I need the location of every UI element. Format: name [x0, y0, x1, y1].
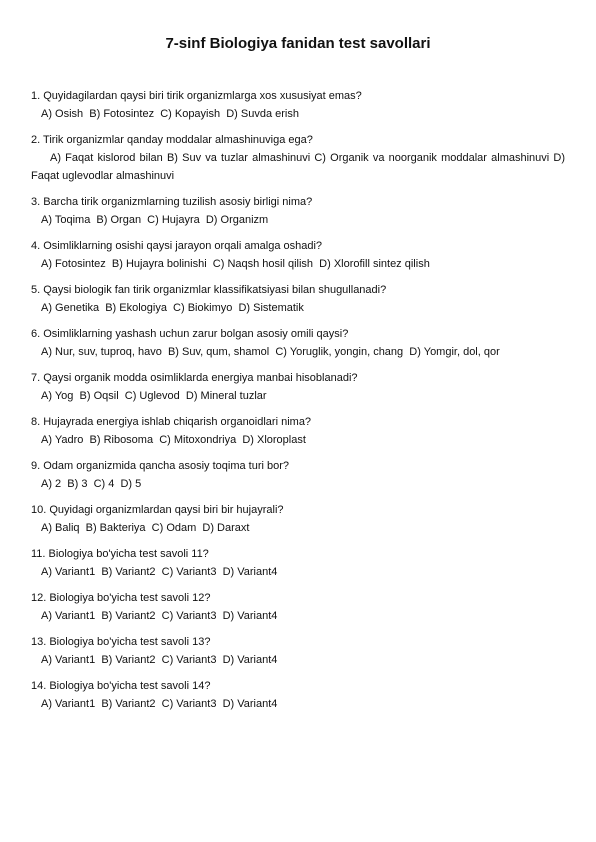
answer-options: A) Genetika B) Ekologiya C) Biokimyo D) Sistematik [41, 302, 304, 314]
answer-options: A) Baliq B) Bakteriya C) Odam D) Daraxt [41, 522, 250, 534]
answer-options: A) 2 B) 3 C) 4 D) 5 [41, 478, 142, 490]
question-text: 12. Biologiya bo'yicha test savoli 12? [31, 592, 211, 604]
question-item [31, 193, 565, 229]
question-text: 3. Barcha tirik organizmlarning tuzilish asosiy birligi nima? [31, 196, 313, 208]
answer-options: A) Yadro B) Ribosoma C) Mitoxondriya D) Xloroplast [41, 434, 306, 446]
question-item [31, 413, 565, 449]
question-item [31, 369, 565, 405]
answer-options: A) Yog B) Oqsil C) Uglevod D) Mineral tuzlar [41, 390, 267, 402]
question-text: 6. Osimliklarning yashash uchun zarur bolgan asosiy omili qaysi? [31, 328, 349, 340]
question-item [31, 633, 565, 669]
answer-options: A) Faqat kislorod bilan B) Suv va tuzlar almashinuvi C) Organik va noorganik moddalar almashinuvi D) Faqat uglevodlar almashinuvi [31, 152, 565, 182]
question-item [31, 545, 565, 581]
question-text: 2. Tirik organizmlar qanday moddalar almashinuviga ega? [31, 134, 313, 146]
question-text: 7. Qaysi organik modda osimliklarda energiya manbai hisoblanadi? [31, 372, 358, 384]
answer-options: A) Toqima B) Organ C) Hujayra D) Organizm [41, 214, 269, 226]
question-item [31, 131, 565, 185]
question-text: 10. Quyidagi organizmlardan qaysi biri bir hujayrali? [31, 504, 284, 516]
answer-options: A) Nur, suv, tuproq, havo B) Suv, qum, shamol C) Yoruglik, yongin, chang D) Yomgir, dol, qor [41, 346, 500, 358]
answer-options: A) Fotosintez B) Hujayra bolinishi C) Naqsh hosil qilish D) Xlorofill sintez qilish [41, 258, 430, 270]
question-text: 13. Biologiya bo'yicha test savoli 13? [31, 636, 211, 648]
question-text: 5. Qaysi biologik fan tirik organizmlar klassifikatsiyasi bilan shugullanadi? [31, 284, 387, 296]
page-title: 7-sinf Biologiya fanidan test savollari [165, 35, 431, 52]
question-text: 9. Odam organizmida qancha asosiy toqima turi bor? [31, 460, 290, 472]
question-item [31, 325, 565, 361]
question-item [31, 501, 565, 537]
answer-options: A) Variant1 B) Variant2 C) Variant3 D) Variant4 [41, 654, 278, 666]
answer-options: A) Variant1 B) Variant2 C) Variant3 D) Variant4 [41, 566, 278, 578]
answer-options: A) Variant1 B) Variant2 C) Variant3 D) Variant4 [41, 698, 278, 710]
question-item [31, 589, 565, 625]
question-text: 11. Biologiya bo'yicha test savoli 11? [31, 548, 209, 560]
question-item [31, 281, 565, 317]
question-text: 8. Hujayrada energiya ishlab chiqarish organoidlari nima? [31, 416, 312, 428]
answer-options: A) Osish B) Fotosintez C) Kopayish D) Suvda erish [41, 108, 299, 120]
question-text: 4. Osimliklarning osishi qaysi jarayon orqali amalga oshadi? [31, 240, 323, 252]
answer-options: A) Variant1 B) Variant2 C) Variant3 D) Variant4 [41, 610, 278, 622]
question-item [31, 237, 565, 273]
question-text: 14. Biologiya bo'yicha test savoli 14? [31, 680, 211, 692]
question-item [31, 677, 565, 713]
question-item [31, 87, 565, 123]
question-text: 1. Quyidagilardan qaysi biri tirik organizmlarga xos xususiyat emas? [31, 90, 362, 102]
question-item [31, 457, 565, 493]
question-list [31, 87, 565, 721]
